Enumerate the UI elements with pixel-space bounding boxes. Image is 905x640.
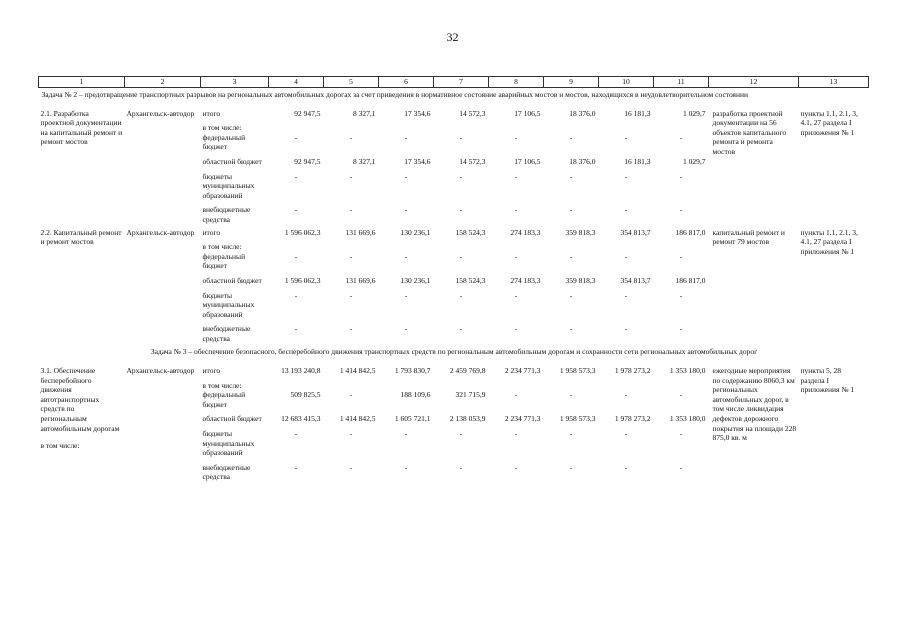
amount-value: 274 183,3 <box>510 275 541 285</box>
empty-value: - <box>624 429 628 439</box>
empty-value: - <box>569 290 573 300</box>
measure-name: 3.1. Обеспечение бесперебойного движения автотранспортных средств по региональным автомобильным дорогам <box>40 366 120 433</box>
amount-value: 130 236,1 <box>400 227 431 237</box>
empty-value: - <box>294 462 298 472</box>
amount-value: 1 958 573,3 <box>559 366 596 376</box>
empty-value: - <box>294 171 298 181</box>
funding-source-label: федеральный бюджет <box>202 132 246 152</box>
empty-value: - <box>459 324 463 334</box>
column-number: 6 <box>379 77 434 88</box>
blank-cell <box>324 123 379 133</box>
expected-result: ежегодные мероприятия по содержанию 8060,3 км региональных автомобильных дорог, в том числе ликвидация дефектов дорожного покрытия на площади 228 875,0 кв. м <box>712 366 797 443</box>
empty-value: - <box>514 251 518 261</box>
empty-value: - <box>624 251 628 261</box>
amount-value: 2 234 771,3 <box>504 366 541 376</box>
funding-source-label: в том числе: <box>202 380 242 390</box>
blank-cell <box>324 242 379 252</box>
funding-source-label: итого <box>202 108 221 118</box>
empty-value: - <box>679 132 683 142</box>
amount-value: 8 327,1 <box>353 156 376 166</box>
empty-value: - <box>679 290 683 300</box>
empty-value: - <box>404 290 408 300</box>
task-heading-row <box>39 88 869 106</box>
amount-value: 274 183,3 <box>510 227 541 237</box>
empty-value: - <box>624 205 628 215</box>
amount-value: 14 572,3 <box>459 156 486 166</box>
empty-value: - <box>679 251 683 261</box>
funding-source-label: внебюджетные средства <box>202 324 251 343</box>
empty-value: - <box>569 462 573 472</box>
measure-name-extra: в том числе: <box>40 441 80 451</box>
blank-cell <box>489 242 544 252</box>
blank-cell <box>379 381 434 391</box>
amount-value: 2 459 769,8 <box>449 366 486 376</box>
funding-source-label: областной бюджет <box>202 275 262 285</box>
amount-value: 18 376,0 <box>569 108 596 118</box>
funding-source-label: итого <box>202 227 221 237</box>
amount-value: 1 978 273,2 <box>614 366 651 376</box>
column-number: 2 <box>125 77 201 88</box>
amount-value: 12 683 415,3 <box>281 414 321 424</box>
amount-value: 354 813,7 <box>620 275 651 285</box>
blank-cell <box>654 123 709 133</box>
empty-value: - <box>404 324 408 334</box>
empty-value: - <box>459 132 463 142</box>
column-number: 8 <box>489 77 544 88</box>
blank-cell <box>489 123 544 133</box>
empty-value: - <box>624 290 628 300</box>
amount-value: 92 947,5 <box>294 156 321 166</box>
amount-value: 16 181,3 <box>624 156 651 166</box>
blank-cell <box>544 381 599 391</box>
amount-value: 13 193 240,8 <box>281 366 321 376</box>
blank-cell <box>324 381 379 391</box>
empty-value: - <box>349 324 353 334</box>
measure-name-cell <box>39 225 125 344</box>
empty-value: - <box>679 171 683 181</box>
blank-cell <box>489 381 544 391</box>
empty-value: - <box>459 429 463 439</box>
amount-value: 131 669,6 <box>345 227 376 237</box>
amount-value: 158 524,3 <box>455 275 486 285</box>
empty-value: - <box>569 324 573 334</box>
column-number: 4 <box>269 77 324 88</box>
measure-name: 2.2. Капитальный ремонт и ремонт мостов <box>40 227 122 247</box>
blank-cell <box>379 242 434 252</box>
executor: Архангельск-автодор <box>126 366 195 376</box>
amount-value: 1 353 180,0 <box>669 414 706 424</box>
amount-value: 188 109,6 <box>400 390 431 400</box>
amount-value: 17 106,5 <box>514 108 541 118</box>
empty-value: - <box>404 171 408 181</box>
blank-cell <box>434 123 489 133</box>
amount-value: 186 817,0 <box>675 227 706 237</box>
column-number: 7 <box>434 77 489 88</box>
column-number: 13 <box>799 77 869 88</box>
empty-value: - <box>349 429 353 439</box>
budget-row <box>39 106 869 124</box>
column-number: 9 <box>544 77 599 88</box>
measure-name-cell <box>39 106 125 225</box>
amount-value: 17 354,6 <box>404 108 431 118</box>
task-heading-row <box>39 343 869 363</box>
empty-value: - <box>514 171 518 181</box>
blank-cell <box>434 381 489 391</box>
empty-value: - <box>514 132 518 142</box>
empty-value: - <box>569 390 573 400</box>
funding-source-label: внебюджетные средства <box>202 462 251 482</box>
empty-value: - <box>569 132 573 142</box>
funding-source-label: бюджеты муниципальных образований <box>202 171 255 200</box>
funding-source-label: федеральный бюджет <box>202 251 246 271</box>
empty-value: - <box>679 390 683 400</box>
amount-value: 18 376,0 <box>569 156 596 166</box>
amount-value: 2 138 053,9 <box>449 414 486 424</box>
empty-value: - <box>624 462 628 472</box>
amount-value: 321 715,9 <box>455 390 486 400</box>
executor: Архангельск-автодор <box>126 227 195 237</box>
empty-value: - <box>514 390 518 400</box>
empty-value: - <box>404 462 408 472</box>
amount-value: 359 818,3 <box>565 275 596 285</box>
empty-value: - <box>404 132 408 142</box>
blank-cell <box>379 123 434 133</box>
amount-value: 1 414 842,5 <box>339 366 376 376</box>
empty-value: - <box>349 132 353 142</box>
amount-value: 1 414 842,5 <box>339 414 376 424</box>
blank-cell <box>599 123 654 133</box>
empty-value: - <box>459 462 463 472</box>
column-number: 3 <box>201 77 269 88</box>
empty-value: - <box>569 171 573 181</box>
amount-value: 1 605 721,1 <box>394 414 431 424</box>
empty-value: - <box>514 429 518 439</box>
amount-value: 158 524,3 <box>455 227 486 237</box>
indicator-link: пункты 1.1, 2.1, 3, 4.1, 27 раздела I приложения № 1 <box>800 108 858 137</box>
column-number-row <box>39 77 869 88</box>
measure-name-cell <box>39 363 125 482</box>
funding-source-label: бюджеты муниципальных образований <box>202 290 255 319</box>
funding-source-label: бюджеты муниципальных образований <box>202 429 255 458</box>
amount-value: 359 818,3 <box>565 227 596 237</box>
amount-value: 509 825,5 <box>290 390 321 400</box>
funding-source-label: итого <box>202 366 221 376</box>
budget-row <box>39 225 869 243</box>
amount-value: 1 978 273,2 <box>614 414 651 424</box>
amount-value: 354 813,7 <box>620 227 651 237</box>
column-number: 10 <box>599 77 654 88</box>
empty-value: - <box>294 324 298 334</box>
empty-value: - <box>569 429 573 439</box>
blank-cell <box>269 381 324 391</box>
amount-value: 16 181,3 <box>624 108 651 118</box>
empty-value: - <box>349 462 353 472</box>
amount-value: 1 029,7 <box>683 156 706 166</box>
empty-value: - <box>624 390 628 400</box>
amount-value: 130 236,1 <box>400 275 431 285</box>
empty-value: - <box>514 324 518 334</box>
expected-result: разработка проектной документации на 56 объектов капитального ремонта и ремонта мостов <box>712 108 787 156</box>
amount-value: 14 572,3 <box>459 108 486 118</box>
amount-value: 1 029,7 <box>683 108 706 118</box>
program-table <box>38 76 869 482</box>
amount-value: 1 958 573,3 <box>559 414 596 424</box>
funding-source-label: областной бюджет <box>202 156 262 166</box>
blank-cell <box>434 242 489 252</box>
column-number: 1 <box>39 77 125 88</box>
empty-value: - <box>294 251 298 261</box>
blank-cell <box>599 242 654 252</box>
empty-value: - <box>459 205 463 215</box>
measure-name: 2.1. Разработка проектной документации на капитальный ремонт и ремонт мостов <box>40 108 123 147</box>
amount-value: 8 327,1 <box>353 108 376 118</box>
blank-cell <box>544 242 599 252</box>
empty-value: - <box>459 290 463 300</box>
funding-source-label: внебюджетные средства <box>202 205 251 224</box>
amount-value: 1 596 062,3 <box>284 227 321 237</box>
amount-value: 1 793 830,7 <box>394 366 431 376</box>
empty-value: - <box>404 429 408 439</box>
empty-value: - <box>514 290 518 300</box>
budget-row <box>39 363 869 381</box>
empty-value: - <box>679 462 683 472</box>
empty-value: - <box>349 205 353 215</box>
empty-value: - <box>349 251 353 261</box>
empty-value: - <box>294 290 298 300</box>
blank-cell <box>654 242 709 252</box>
empty-value: - <box>569 251 573 261</box>
empty-value: - <box>679 429 683 439</box>
funding-source-label: в том числе: <box>202 242 242 252</box>
empty-value: - <box>624 324 628 334</box>
blank-cell <box>269 242 324 252</box>
page-number: 32 <box>446 30 459 44</box>
empty-value: - <box>679 324 683 334</box>
empty-value: - <box>404 205 408 215</box>
empty-value: - <box>459 171 463 181</box>
empty-value: - <box>679 205 683 215</box>
indicator-link: пункты 5, 28 раздела I приложения № 1 <box>800 366 855 395</box>
column-number: 5 <box>324 77 379 88</box>
column-number: 12 <box>709 77 799 88</box>
amount-value: 1 353 180,0 <box>669 366 706 376</box>
empty-value: - <box>624 171 628 181</box>
empty-value: - <box>349 290 353 300</box>
task-heading: Задача № 2 – предотвращение транспортных разрывов на региональных автомобильных дорогах за счет приведения в нормативное состояние аварийных мостов и мостов, находящихся в неудовлетворительном состоянии <box>41 90 749 99</box>
funding-source-label: областной бюджет <box>202 414 262 424</box>
amount-value: 131 669,6 <box>345 275 376 285</box>
blank-cell <box>544 123 599 133</box>
executor: Архангельск-автодор <box>126 108 195 118</box>
empty-value: - <box>404 251 408 261</box>
amount-value: 2 234 771,3 <box>504 414 541 424</box>
empty-value: - <box>569 205 573 215</box>
empty-value: - <box>349 171 353 181</box>
amount-value: 17 106,5 <box>514 156 541 166</box>
blank-cell <box>599 381 654 391</box>
empty-value: - <box>294 429 298 439</box>
empty-value: - <box>294 132 298 142</box>
task-heading: Задача № 3 – обеспечение безопасного, бесперебойного движения транспортных средств по региональным автомобильным дорогам и сохранности сети региональных автомобильных дорог <box>150 347 758 357</box>
column-number: 11 <box>654 77 709 88</box>
amount-value: 186 817,0 <box>675 275 706 285</box>
empty-value: - <box>459 251 463 261</box>
empty-value: - <box>294 205 298 215</box>
empty-value: - <box>514 205 518 215</box>
indicator-link: пункты 1.1, 2.1, 3, 4.1, 27 раздела I приложения № 1 <box>800 227 858 256</box>
empty-value: - <box>624 132 628 142</box>
amount-value: 17 354,6 <box>404 156 431 166</box>
blank-cell <box>654 381 709 391</box>
expected-result: капитальный ремонт и ремонт 79 мостов <box>712 227 785 247</box>
amount-value: 1 596 062,3 <box>284 275 321 285</box>
empty-value: - <box>514 462 518 472</box>
empty-value: - <box>349 390 353 400</box>
blank-cell <box>269 123 324 133</box>
funding-source-label: в том числе: <box>202 123 242 133</box>
funding-source-label: федеральный бюджет <box>202 390 246 409</box>
amount-value: 92 947,5 <box>294 108 321 118</box>
